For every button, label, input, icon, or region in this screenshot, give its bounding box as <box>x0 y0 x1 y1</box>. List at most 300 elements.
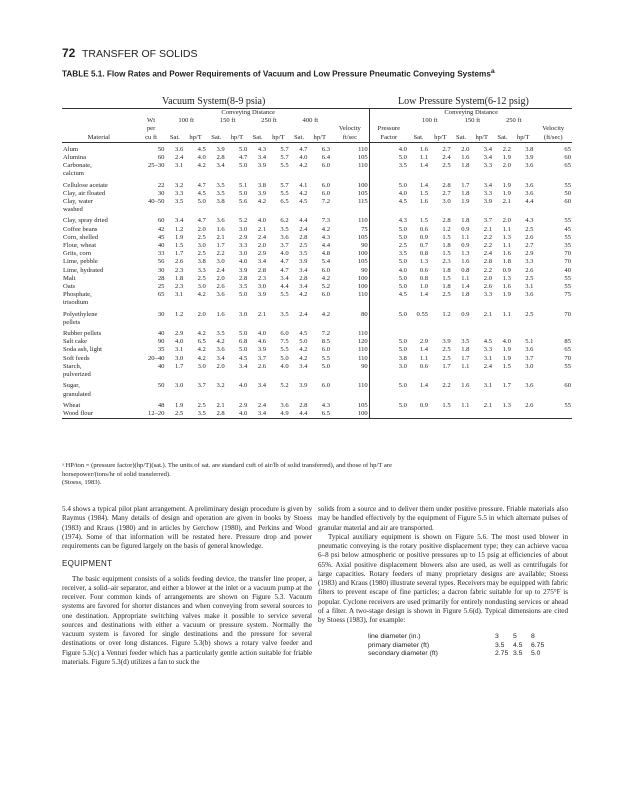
table-cell <box>452 170 471 178</box>
table-cell: 12–20 <box>137 410 166 419</box>
table-cell: 3.9 <box>525 154 534 162</box>
table-cell <box>512 170 535 178</box>
table-cell: 70 <box>564 250 571 258</box>
table-cell: 1.9 <box>502 154 511 162</box>
table-cell <box>248 391 267 399</box>
table-cell: 3.6 <box>525 382 534 390</box>
table-cell: 4.5 <box>239 354 248 362</box>
material-name: Alum <box>63 145 79 153</box>
header-distance: 150 ft <box>464 117 481 125</box>
table-cell: 5.0 <box>239 162 248 170</box>
table-cell: 0.8 <box>419 250 429 258</box>
table-cell: 4.4 <box>525 198 534 206</box>
table-cell <box>408 206 429 214</box>
table-cell <box>369 410 408 419</box>
table-cell: 2.8 <box>299 233 308 241</box>
table-cell: 4.2 <box>299 346 308 354</box>
table-cell: 105 <box>357 189 368 197</box>
material-name: Coffee beans <box>63 225 98 233</box>
table-cell: 2.0 <box>216 362 225 370</box>
table-cell: 45 <box>564 225 571 233</box>
header-empty <box>493 125 512 133</box>
table-cell <box>534 170 572 178</box>
low-pressure-system-heading: Low Pressure System(6-12 psig) <box>398 96 529 107</box>
table-cell: 2.5 <box>197 401 206 409</box>
table-cell <box>290 206 309 214</box>
header-per: per <box>146 125 156 133</box>
table-cell: 2.8 <box>483 258 493 266</box>
table-cell: 55 <box>564 401 571 409</box>
table-cell: 1.6 <box>461 154 470 162</box>
header-sub: hp/T <box>226 134 249 143</box>
table-cell <box>369 170 408 178</box>
table-cell <box>207 170 226 178</box>
table-cell: 5.1 <box>239 181 248 189</box>
table-cell: 2.0 <box>216 274 225 282</box>
header-row <box>62 125 572 133</box>
table-cell <box>226 371 249 379</box>
header-empty <box>165 125 184 133</box>
table-cell: 2.9 <box>525 250 534 258</box>
header-pressure: Pressure <box>369 125 408 133</box>
table-cell: 4.3 <box>321 233 331 241</box>
table-cell <box>369 206 408 214</box>
material-name: Lime, pebble <box>63 258 98 266</box>
table-cell: 2.1 <box>257 310 267 318</box>
table-cell: 1.8 <box>442 266 451 274</box>
table-cell: 1.4 <box>419 181 429 189</box>
table-cell: 1.6 <box>502 250 511 258</box>
table-cell: 6.3 <box>321 145 331 153</box>
material-name: Soft feeds <box>63 354 90 362</box>
vacuum-conveying-distance: Conveying Distance <box>165 109 331 118</box>
table-cell: 110 <box>358 291 368 299</box>
table-cell: 2.5 <box>442 354 451 362</box>
table-cell: 2.4 <box>216 266 225 274</box>
table-cell <box>534 371 572 379</box>
material-name: calcium <box>63 170 84 178</box>
header-sub: hp/T <box>308 134 331 143</box>
table-cell: 1.3 <box>502 274 511 282</box>
table-cell: 3.9 <box>257 291 267 299</box>
table-cell: 48 <box>157 401 165 409</box>
material-name: Polyethylene <box>63 310 98 318</box>
table-cell: 1.1 <box>461 401 470 409</box>
table-cell: 50 <box>157 145 165 153</box>
table-cell: 2.0 <box>502 217 511 225</box>
table-cell: 3.2 <box>175 181 184 189</box>
vacuum-system-heading: Vacuum System(8-9 psia) <box>162 96 266 107</box>
table-cell: 3.9 <box>257 162 267 170</box>
footnote-source: (Stoess, 1983). <box>62 479 102 487</box>
table-cell <box>493 371 512 379</box>
table-cell: 1.7 <box>175 250 184 258</box>
running-head-title: TRANSFER OF SOLIDS <box>81 48 198 60</box>
table-cell: 3.3 <box>239 242 248 250</box>
table-cell: 3.5 <box>461 338 470 346</box>
table-cell: 1.4 <box>419 382 429 390</box>
table-cell: 4.2 <box>299 189 308 197</box>
table-cell: 1.4 <box>461 283 470 291</box>
header-distance: 400 ft <box>302 117 319 125</box>
table-cell: 1.0 <box>419 283 429 291</box>
dimension-value: 3 <box>495 633 499 641</box>
table-cell: 3.4 <box>239 362 248 370</box>
table-cell: 55 <box>564 217 571 225</box>
table-cell <box>429 410 452 419</box>
table-row <box>62 346 572 354</box>
table-cell: 4.0 <box>299 154 308 162</box>
table-row <box>62 291 572 299</box>
header-empty <box>267 125 290 133</box>
table-cell <box>248 299 267 307</box>
table-cell: 3.4 <box>299 283 308 291</box>
table-cell: 3.6 <box>525 291 534 299</box>
table-cell: 1.5 <box>442 250 451 258</box>
table-cell: 2.6 <box>216 283 225 291</box>
table-cell: 3.4 <box>483 145 493 153</box>
table-row <box>62 267 572 275</box>
table-cell: 5.0 <box>369 283 408 291</box>
header-sub: Sat. <box>452 134 471 143</box>
table-cell: 1.7 <box>216 242 225 250</box>
table-cell: 55 <box>564 274 571 282</box>
table-cell: 80 <box>361 310 368 318</box>
table-cell: 3.6 <box>216 346 225 354</box>
table-cell: 1.9 <box>175 401 184 409</box>
table-cell <box>165 206 184 214</box>
table-cell: 5.2 <box>239 217 248 225</box>
table-cell: 4.7 <box>197 217 206 225</box>
page-number: 72 <box>62 46 76 60</box>
table-cell <box>267 319 290 327</box>
table-cell: 2.6 <box>525 401 534 409</box>
header-empty <box>369 109 408 118</box>
header-empty <box>62 117 137 125</box>
table-cell: 4.7 <box>280 266 289 274</box>
table-cell: 8.5 <box>321 338 331 346</box>
table-cell: 2.0 <box>257 242 267 250</box>
table-body <box>62 142 572 418</box>
table-row <box>62 226 572 234</box>
header-empty <box>452 125 471 133</box>
table-cell: 1.8 <box>502 258 511 266</box>
table-cell: 110 <box>358 382 368 390</box>
table-cell: 3.0 <box>175 382 184 390</box>
table-cell <box>207 319 226 327</box>
material-name: pellets <box>63 318 81 326</box>
table-cell: 0.55 <box>416 310 429 318</box>
table-cell <box>534 410 572 419</box>
table-cell: 40–50 <box>147 198 165 206</box>
dimension-value: 4.5 <box>513 641 523 649</box>
header-empty <box>408 125 429 133</box>
table-row <box>62 275 572 283</box>
table-cell: 6.4 <box>321 154 331 162</box>
table-cell: 25 <box>157 283 165 291</box>
header-empty <box>226 125 249 133</box>
table-cell: 110 <box>358 145 368 153</box>
table-cell: 35 <box>157 346 165 354</box>
table-cell: 55 <box>564 283 571 291</box>
table-cell <box>369 299 408 307</box>
table-cell <box>267 206 290 214</box>
table-cell: 3.4 <box>280 274 289 282</box>
table-cell <box>452 319 471 327</box>
table-cell: 40 <box>157 362 165 370</box>
table-cell: 3.1 <box>525 283 534 291</box>
table-cell: 3.6 <box>525 181 534 189</box>
table-cell: 2.3 <box>175 266 184 274</box>
table-cell <box>408 371 429 379</box>
table-cell: 3.4 <box>175 217 184 225</box>
dimension-value: 5 <box>513 633 517 641</box>
header-row <box>62 109 572 118</box>
table-cell: 100 <box>357 283 368 291</box>
table-cell: 3.4 <box>257 154 267 162</box>
table-cell: 5.0 <box>239 291 248 299</box>
table-cell: 3.8 <box>197 258 206 266</box>
table-cell: 2.5 <box>442 346 451 354</box>
table-cell: 28 <box>157 274 165 282</box>
header-empty <box>290 125 309 133</box>
header-row <box>62 117 572 125</box>
table-cell: 2.1 <box>483 225 493 233</box>
table-cell: 60 <box>564 382 571 390</box>
table-cell <box>452 206 471 214</box>
table-cell: 3.0 <box>257 283 267 291</box>
table-cell: 90 <box>361 242 368 250</box>
table-cell: 6.0 <box>321 181 331 189</box>
table-cell <box>512 206 535 214</box>
table-cell: 1.4 <box>419 346 429 354</box>
table-cell: 4.4 <box>299 217 308 225</box>
header-ftsec: ft/sec <box>331 134 369 143</box>
table-cell: 65 <box>564 346 571 354</box>
table-cell: 5.5 <box>280 189 289 197</box>
material-name: Sugar, <box>63 382 80 390</box>
table-cell: 2.8 <box>257 266 267 274</box>
table-cell <box>137 319 166 327</box>
table-cell: 3.2 <box>216 382 225 390</box>
table-cell: 4.0 <box>369 267 408 275</box>
table-cell <box>534 299 572 307</box>
table-cell: 0.6 <box>419 362 429 370</box>
dimension-row <box>318 642 568 651</box>
table-cell: 4.0 <box>502 338 511 346</box>
table-row <box>62 179 572 190</box>
table-cell: 70 <box>564 354 571 362</box>
table-cell <box>429 327 452 338</box>
table-cell: 1.6 <box>461 382 470 390</box>
table-cell: 2.5 <box>197 274 206 282</box>
table-cell: 2.1 <box>216 401 225 409</box>
table-cell: 0.9 <box>461 310 470 318</box>
table-cell <box>331 371 369 379</box>
table-cell: 1.4 <box>419 162 429 170</box>
table-cell: 20–40 <box>147 354 165 362</box>
table-cell: 3.0 <box>525 362 534 370</box>
table-cell: 2.8 <box>442 181 451 189</box>
table-cell: 3.1 <box>483 354 493 362</box>
table-cell <box>331 206 369 214</box>
table-cell: 2.4 <box>483 362 493 370</box>
table-cell: 0.9 <box>461 242 470 250</box>
table-cell <box>512 371 535 379</box>
dimension-value: 2.75 <box>495 650 509 658</box>
table-cell: 2.1 <box>502 198 511 206</box>
material-name: washed <box>63 206 83 214</box>
table-cell: 30 <box>157 266 165 274</box>
table-cell: 2.6 <box>483 283 493 291</box>
table-cell: 3.9 <box>299 382 308 390</box>
table-cell <box>369 319 408 327</box>
dimension-value: 6.75 <box>531 641 545 649</box>
table-cell <box>493 410 512 419</box>
table-cell: 3.7 <box>280 242 289 250</box>
table-cell: 3.7 <box>483 217 493 225</box>
header-velocity: Velocity <box>542 125 565 133</box>
table-cell: 1.7 <box>461 181 470 189</box>
table-cell: 2.0 <box>483 274 493 282</box>
table-cell: 4.0 <box>257 217 267 225</box>
table-cell: 4.3 <box>321 401 331 409</box>
table-cell: 6.0 <box>321 382 331 390</box>
table-cell: 2.2 <box>502 145 511 153</box>
header-empty <box>184 125 207 133</box>
table-cell: 70 <box>564 258 571 266</box>
table-cell: 1.1 <box>502 242 511 250</box>
table-cell <box>534 327 572 338</box>
header-velocity: Velocity <box>338 125 361 133</box>
header-sub: Sat. <box>408 134 429 143</box>
table-cell: 1.5 <box>442 401 451 409</box>
table-cell: 4.0 <box>226 410 249 419</box>
table-row <box>62 198 572 206</box>
table-cell: 3.4 <box>248 410 267 419</box>
table-cell <box>165 299 184 307</box>
table-cell: 110 <box>358 162 368 170</box>
table-cell: 3.9 <box>299 258 308 266</box>
table-cell: 2.8 <box>216 154 225 162</box>
table-cell: 3.3 <box>483 346 493 354</box>
table-cell: 1.9 <box>502 291 511 299</box>
table-cell: 3.5 <box>216 189 225 197</box>
header-sub: Sat. <box>290 134 309 143</box>
table-cell <box>512 391 535 399</box>
table-cell <box>493 299 512 307</box>
table-cell <box>308 319 331 327</box>
table-cell <box>290 391 309 399</box>
header-sub: hp/T <box>429 134 452 143</box>
table-cell: 5.2 <box>280 382 289 390</box>
header-empty <box>331 109 369 118</box>
table-cell: 2.4 <box>483 250 493 258</box>
table-cell: 120 <box>357 338 368 346</box>
right-text-column <box>318 505 568 659</box>
table-cell <box>408 319 429 327</box>
table-cell: 5.0 <box>369 338 408 346</box>
material-name: Grits, corn <box>63 250 92 258</box>
paragraph: Typical auxiliary equipment is shown on Figure 5.6. The most used blower in pneumatic conveying is the rotary positive displacement type; they can achieve vacua 6–8 psi below atmospheric or positive pressures up to 15 psig at efficiencies of about 65%. Axial positive displacement blowers also are used, as well as centrifugals for large capacities. Rotary feeders of many proprietary designs are available; Stoess (1983) and Kraus (1980) illustrate several types. Receivers may be equipped with fabric filters to prevent escape of fine particles; a dacron fabric suitable for up to 275°F is popular. Cyclone receivers are used primarily for entirely nondusting services or ahead of a filter. A two-stage design is shown in Figure 5.6(d). Typical dimensions are cited by Stoess (1983), for example: <box>318 532 568 624</box>
table-cell: 1.2 <box>175 310 184 318</box>
table-cell <box>470 170 493 178</box>
table-cell <box>207 391 226 399</box>
table-cell: 5.0 <box>197 198 206 206</box>
table-cell: 5.0 <box>239 145 248 153</box>
table-cell <box>137 170 166 178</box>
table-cell: 6.0 <box>280 330 289 338</box>
table-cell: 2.2 <box>442 382 451 390</box>
table-cell: 4.3 <box>369 214 408 225</box>
table-cell: 2.5 <box>369 242 408 250</box>
table-cell <box>267 371 290 379</box>
table-cell: 3.6 <box>525 346 534 354</box>
table-cell <box>452 299 471 307</box>
table-cell: 0.6 <box>419 266 429 274</box>
table-cell: 4.5 <box>299 330 308 338</box>
table-cell: 1.9 <box>502 354 511 362</box>
table-cell: 2.1 <box>483 401 493 409</box>
table-cell: 2.2 <box>483 266 493 274</box>
table-cell: 4.2 <box>299 162 308 170</box>
table-cell: 0.9 <box>502 266 511 274</box>
table-cell: 1.8 <box>461 162 470 170</box>
table-cell <box>248 206 267 214</box>
header-wt: Wt <box>147 117 156 125</box>
header-empty <box>369 117 408 125</box>
table-cell: 105 <box>357 401 368 409</box>
table-cell: 75 <box>361 225 368 233</box>
table-cell: 1.1 <box>502 225 511 233</box>
flow-rates-table <box>62 108 572 419</box>
table-cell <box>226 170 249 178</box>
dimension-label: line diameter (in.) <box>368 633 421 641</box>
table-cell: 2.7 <box>525 242 534 250</box>
table-cell: 5.0 <box>369 379 408 390</box>
table-cell: 4.7 <box>197 181 206 189</box>
table-cell: 4.2 <box>257 198 267 206</box>
table-cell: 2.5 <box>525 225 534 233</box>
table-cell: 5.5 <box>280 346 289 354</box>
table-cell: 2.9 <box>239 233 248 241</box>
material-name: Corn, shelled <box>63 233 99 241</box>
table-cell <box>137 299 166 307</box>
header-sub: Sat. <box>165 134 184 143</box>
header-distance: 250 ft <box>505 117 522 125</box>
table-cell: 2.7 <box>442 145 451 153</box>
material-name: Clay, spray dried <box>63 217 108 225</box>
table-cell <box>534 206 572 214</box>
table-row <box>62 338 572 346</box>
table-cell: 4.0 <box>197 154 206 162</box>
table-row-continuation <box>62 299 572 307</box>
table-cell: 50 <box>157 382 165 390</box>
table-cell <box>137 206 166 214</box>
table-cell <box>429 206 452 214</box>
table-cell: 2.9 <box>419 338 429 346</box>
table-cell: 60 <box>564 198 571 206</box>
table-cell: 2.2 <box>483 242 493 250</box>
table-cell: 3.0 <box>239 250 248 258</box>
table-cell <box>493 319 512 327</box>
header-empty <box>308 125 331 133</box>
table-cell: 5.5 <box>280 291 289 299</box>
table-cell: 0.9 <box>419 233 429 241</box>
table-cell: 105 <box>357 258 368 266</box>
table-cell: 3.3 <box>483 291 493 299</box>
table-cell: 4.5 <box>197 189 206 197</box>
